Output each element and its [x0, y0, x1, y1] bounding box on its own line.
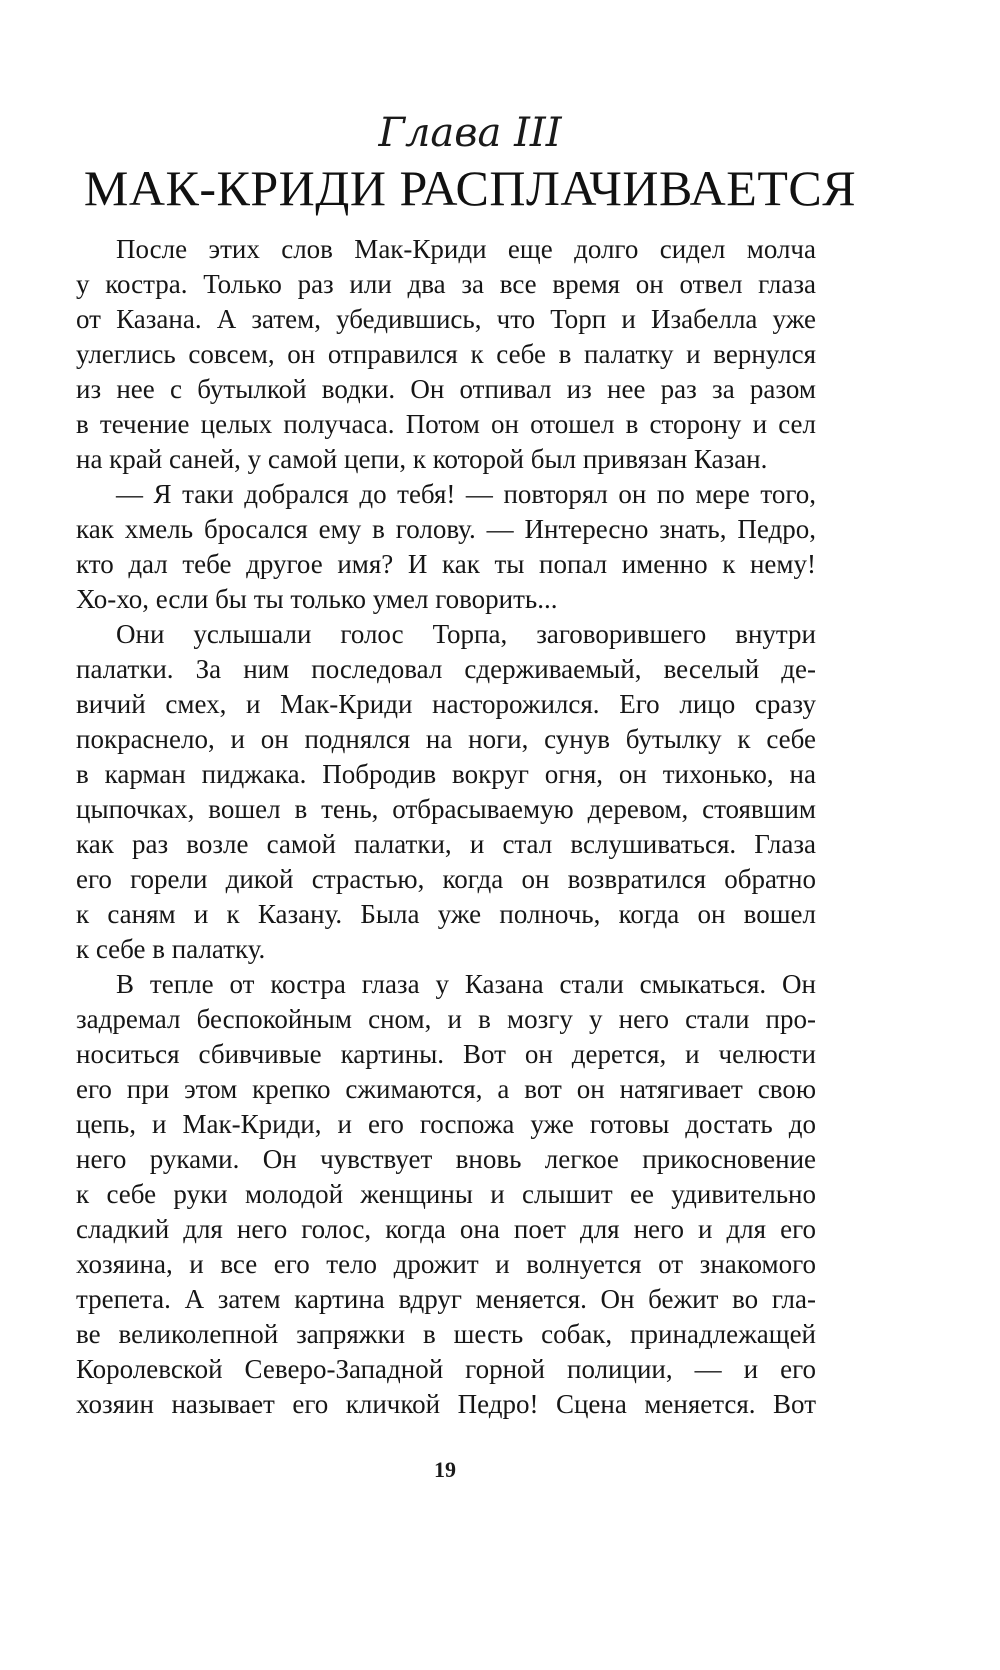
text-line: хозяин называет его кличкой Педро! Сцена меняется. Вот — [76, 1389, 816, 1419]
text-line: его при этом крепко сжимаются, а вот он натягивает свою — [76, 1074, 816, 1104]
text-line: к себе руки молодой женщины и слышит ее удивительно — [76, 1179, 816, 1209]
text-line: цыпочках, вошел в тень, отбрасываемую деревом, стоявшим — [76, 794, 816, 824]
chapter-title: МАК-КРИДИ РАСПЛАЧИВАЕТСЯ — [83, 160, 857, 216]
text-line: хозяина, и все его тело дрожит и волнуется от знакомого — [76, 1249, 816, 1279]
body-text — [76, 232, 816, 1422]
text-line: к саням и к Казану. Была уже полночь, когда он вошел — [76, 899, 816, 929]
text-line: задремал беспокойным сном, и в мозгу у него стали про- — [76, 1004, 816, 1034]
text-line: из нее с бутылкой водки. Он отпивал из нее раз за разом — [76, 374, 816, 404]
chapter-label: Глава III — [378, 110, 562, 156]
text-line: покраснело, и он поднялся на ноги, сунув бутылку к себе — [76, 724, 816, 754]
text-line: у костра. Только раз или два за все время он отвел глаза — [76, 269, 816, 299]
text-line: улеглись совсем, он отправился к себе в палатку и вернулся — [76, 339, 816, 369]
text-line: Королевской Северо-Западной горной полиции, — и его — [76, 1354, 816, 1384]
text-line: трепета. А затем картина вдруг меняется. Он бежит во гла- — [76, 1284, 816, 1314]
text-line: В тепле от костра глаза у Казана стали смыкаться. Он — [116, 969, 816, 999]
text-line: к себе в палатку. — [76, 934, 266, 964]
text-line: него руками. Он чувствует вновь легкое прикосновение — [76, 1144, 816, 1174]
text-line: вичий смех, и Мак-Криди насторожился. Его лицо сразу — [76, 689, 816, 719]
text-line: цепь, и Мак-Криди, и его госпожа уже готовы достать до — [76, 1109, 816, 1139]
text-line: в карман пиджака. Побродив вокруг огня, он тихонько, на — [76, 759, 816, 789]
text-line: ве великолепной запряжки в шесть собак, принадлежащей — [76, 1319, 816, 1349]
text-line: на край саней, у самой цепи, к которой был привязан Казан. — [76, 444, 768, 474]
text-line: в течение целых получаса. Потом он отошел в сторону и сел — [76, 409, 816, 439]
text-line: кто дал тебе другое имя? И как ты попал именно к нему! — [76, 549, 816, 579]
text-line: Они услышали голос Торпа, заговорившего внутри — [116, 619, 816, 649]
text-line: как хмель бросался ему в голову. — Интересно знать, Педро, — [76, 514, 816, 544]
text-line: После этих слов Мак-Криди еще долго сидел молча — [116, 234, 816, 264]
text-line: носиться сбивчивые картины. Вот он дерется, и челюсти — [76, 1039, 816, 1069]
text-line: как раз возле самой палатки, и стал вслушиваться. Глаза — [76, 829, 816, 859]
text-line: его горели дикой страстью, когда он возвратился обратно — [76, 864, 816, 894]
text-line: Хо-хо, если бы ты только умел говорить... — [76, 584, 558, 614]
text-line: сладкий для него голос, когда она поет для него и для его — [76, 1214, 816, 1244]
text-line: от Казана. А затем, убедившись, что Торп и Изабелла уже — [76, 304, 816, 334]
page-number: 19 — [434, 1457, 456, 1482]
text-line: — Я таки добрался до тебя! — повторял он по мере того, — [116, 479, 816, 509]
text-line: палатки. За ним последовал сдерживаемый, веселый де- — [76, 654, 816, 684]
